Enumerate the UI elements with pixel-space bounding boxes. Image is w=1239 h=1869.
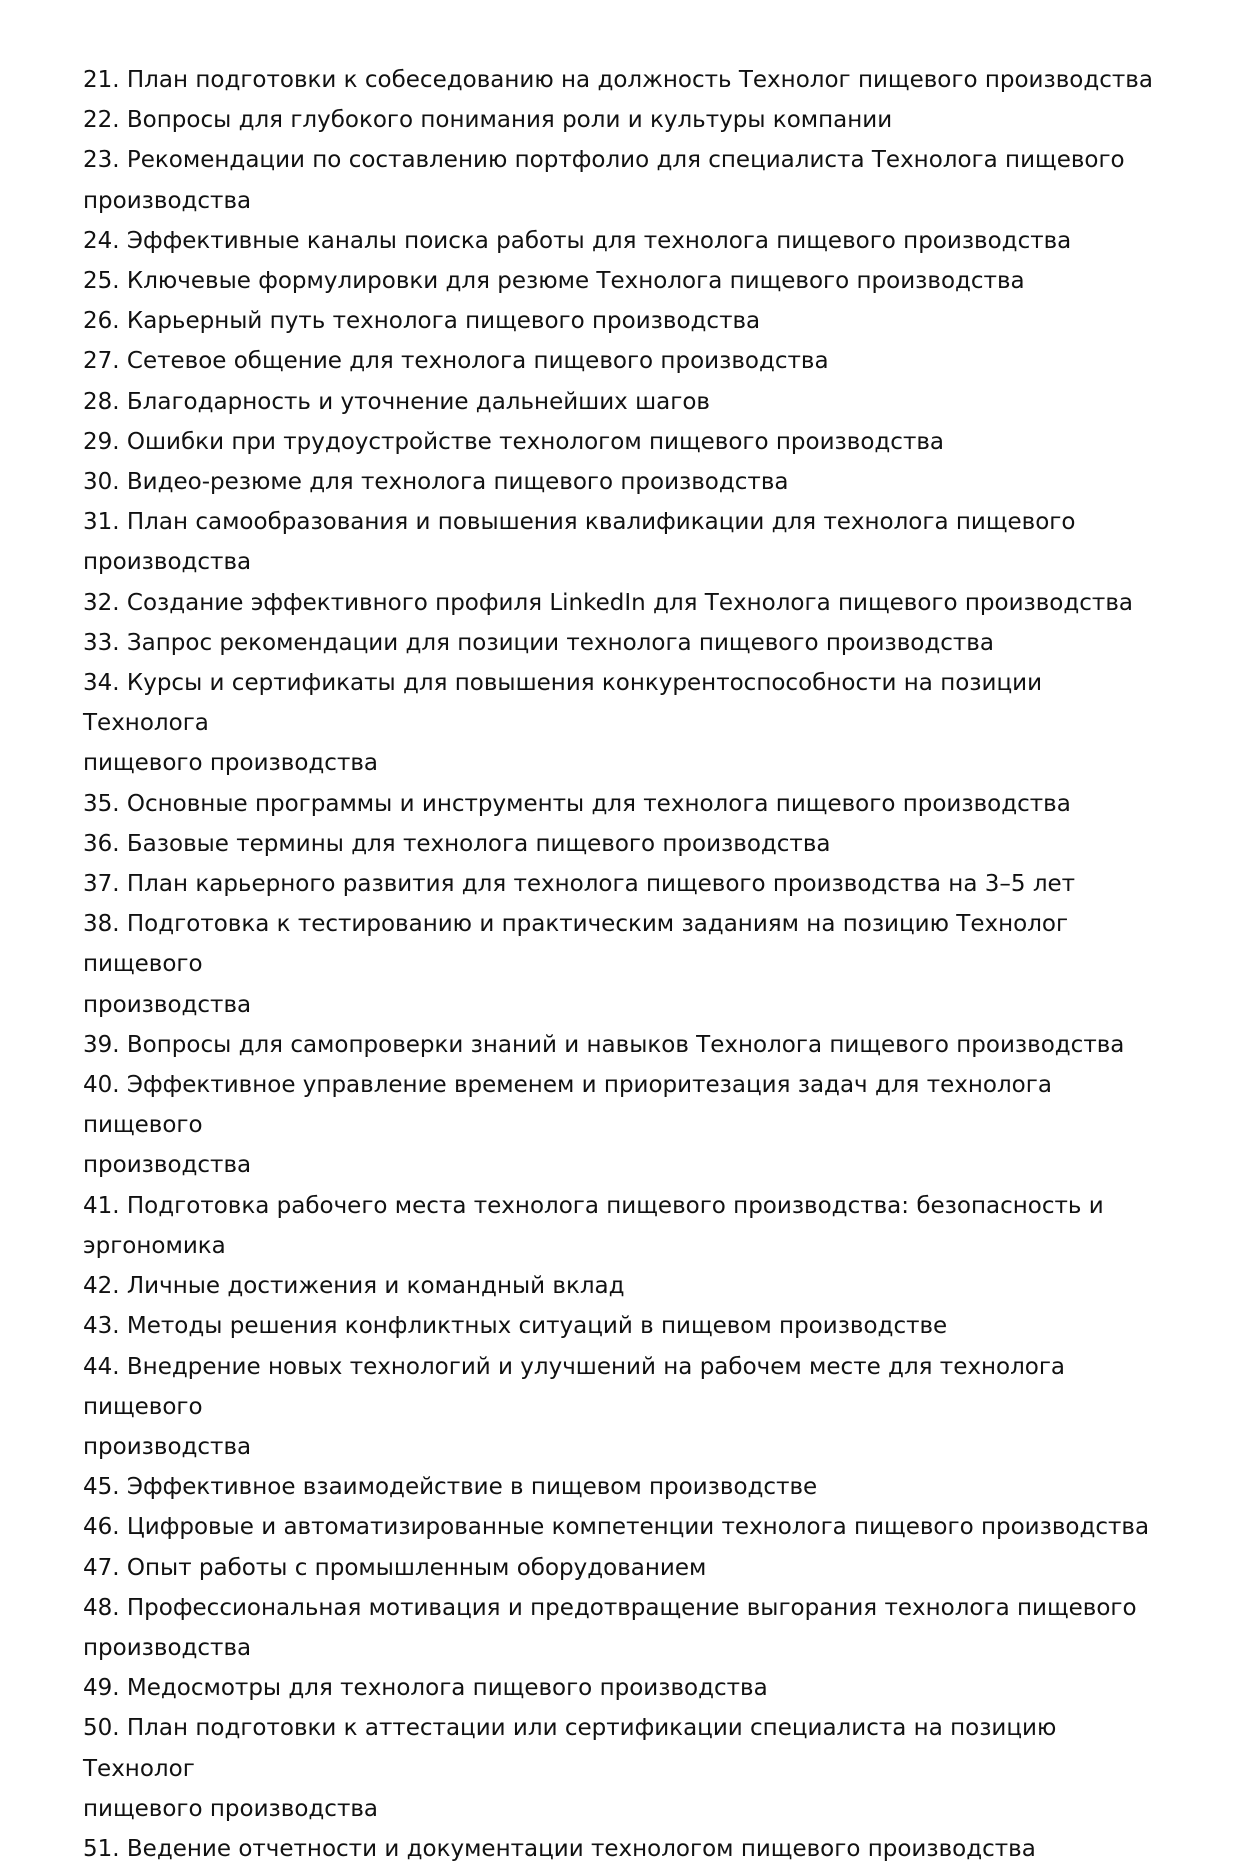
- toc-item-title: Базовые термины для технолога пищевого производства: [126, 830, 831, 857]
- toc-item-title: Благодарность и уточнение дальнейших шагов: [126, 388, 710, 415]
- toc-item-title: Опыт работы с промышленным оборудованием: [126, 1554, 707, 1581]
- toc-item-number: 23.: [83, 147, 120, 174]
- toc-item-title: План самообразования и повышения квалификации для технолога пищевого: [126, 509, 1076, 536]
- toc-item-number: 44.: [83, 1353, 120, 1380]
- toc-item: [83, 422, 1163, 462]
- toc-item-title: Личные достижения и командный вклад: [126, 1273, 625, 1300]
- toc-item: [83, 1668, 1163, 1708]
- toc-item: [83, 583, 1163, 623]
- toc-item: [83, 1065, 1163, 1186]
- toc-item-number: 21.: [83, 67, 120, 93]
- toc-item-number: 43.: [83, 1313, 120, 1340]
- toc-item-number: 40.: [83, 1072, 120, 1099]
- toc-item: [83, 221, 1163, 261]
- toc-item-number: 31.: [83, 509, 120, 536]
- toc-item-title: Цифровые и автоматизированные компетенции технолога пищевого производства: [126, 1514, 1150, 1541]
- toc-item: [83, 1548, 1163, 1588]
- toc-item-title: Эффективное взаимодействие в пищевом производстве: [126, 1474, 818, 1501]
- toc-item-title-continued: пищевого производства: [83, 750, 379, 777]
- toc-item: [83, 1306, 1163, 1346]
- toc-item-title: План подготовки к собеседованию на должность Технолог пищевого производства: [126, 67, 1153, 93]
- toc-item-title: План подготовки к аттестации или сертификации специалиста на позицию Технолог: [83, 1715, 1057, 1782]
- toc-item-title-continued: производства: [83, 549, 252, 576]
- toc-item: [83, 100, 1163, 140]
- toc-item-title: Эффективные каналы поиска работы для технолога пищевого производства: [126, 227, 1072, 254]
- toc-item-title: Рекомендации по составлению портфолио для специалиста Технолога пищевого: [126, 147, 1125, 174]
- toc-item-number: 51.: [83, 1835, 120, 1862]
- toc-item-title: Медосмотры для технолога пищевого производства: [126, 1675, 768, 1702]
- toc-item: [83, 301, 1163, 341]
- toc-item-number: 35.: [83, 790, 120, 817]
- toc-item-number: 47.: [83, 1554, 120, 1581]
- toc-item-title: Вопросы для глубокого понимания роли и культуры компании: [126, 107, 893, 134]
- toc-item: [83, 462, 1163, 502]
- toc-item-number: 49.: [83, 1675, 120, 1702]
- toc-item-number: 48.: [83, 1594, 120, 1621]
- toc-item: [83, 1347, 1163, 1468]
- toc-item-number: 26.: [83, 308, 120, 335]
- toc-item-title: Создание эффективного профиля LinkedIn для Технолога пищевого производства: [126, 589, 1133, 616]
- toc-item: [83, 1467, 1163, 1507]
- toc-item-title: Эффективное управление временем и приоритезация задач для технолога пищевого: [83, 1072, 1052, 1139]
- toc-item-title-continued: пищевого производства: [83, 1795, 379, 1822]
- toc-item: [83, 140, 1163, 220]
- toc-item: [83, 341, 1163, 381]
- toc-item: [83, 663, 1163, 784]
- toc-list: [83, 60, 1163, 1869]
- toc-item: [83, 623, 1163, 663]
- toc-item: [83, 261, 1163, 301]
- toc-item: [83, 904, 1163, 1025]
- toc-item-title-continued: производства: [83, 1433, 252, 1460]
- toc-item-number: 25.: [83, 268, 120, 295]
- toc-item-title: Вопросы для самопроверки знаний и навыков Технолога пищевого производства: [126, 1031, 1125, 1058]
- toc-item-title: Карьерный путь технолога пищевого производства: [126, 308, 761, 335]
- toc-item: [83, 1588, 1163, 1668]
- toc-item-number: 27.: [83, 348, 120, 375]
- toc-item-number: 24.: [83, 227, 120, 254]
- toc-item-number: 50.: [83, 1715, 120, 1742]
- toc-item-number: 32.: [83, 589, 120, 616]
- toc-item-number: 29.: [83, 428, 120, 455]
- toc-item: [83, 864, 1163, 904]
- toc-item-number: 42.: [83, 1273, 120, 1300]
- toc-item: [83, 1186, 1163, 1266]
- toc-item-title: Основные программы и инструменты для технолога пищевого производства: [126, 790, 1071, 817]
- toc-item-number: 36.: [83, 830, 120, 857]
- toc-item-title: Сетевое общение для технолога пищевого производства: [126, 348, 829, 375]
- toc-item: [83, 1507, 1163, 1547]
- toc-item-title: Запрос рекомендации для позиции технолога пищевого производства: [126, 629, 994, 656]
- toc-item-number: 39.: [83, 1031, 120, 1058]
- toc-item-number: 38.: [83, 911, 120, 938]
- toc-item-number: 37.: [83, 871, 120, 898]
- toc-item-title-continued: производства: [83, 991, 252, 1018]
- toc-item-number: 34.: [83, 670, 120, 697]
- toc-item-number: 45.: [83, 1474, 120, 1501]
- toc-item: [83, 1708, 1163, 1829]
- toc-item-title: Подготовка к тестированию и практическим заданиям на позицию Технолог пищевого: [83, 911, 1069, 978]
- document-page: [83, 60, 1163, 1869]
- toc-item-number: 30.: [83, 469, 120, 496]
- toc-item: [83, 502, 1163, 582]
- toc-item-title: Внедрение новых технологий и улучшений на рабочем месте для технолога пищевого: [83, 1353, 1066, 1420]
- toc-item-title: Подготовка рабочего места технолога пищевого производства: безопасность и: [126, 1192, 1104, 1219]
- toc-item: [83, 1025, 1163, 1065]
- toc-item-title: Ключевые формулировки для резюме Технолога пищевого производства: [126, 268, 1025, 295]
- toc-item: [83, 1829, 1163, 1869]
- toc-item-number: 41.: [83, 1192, 120, 1219]
- toc-item-title: Профессиональная мотивация и предотвращение выгорания технолога пищевого: [126, 1594, 1137, 1621]
- toc-item-number: 33.: [83, 629, 120, 656]
- toc-item: [83, 784, 1163, 824]
- toc-item: [83, 60, 1163, 100]
- toc-item-title: Ведение отчетности и документации технологом пищевого производства: [126, 1835, 1036, 1862]
- toc-item-number: 46.: [83, 1514, 120, 1541]
- toc-item-title: Курсы и сертификаты для повышения конкурентоспособности на позиции Технолога: [83, 670, 1043, 737]
- toc-item-number: 22.: [83, 107, 120, 134]
- toc-item-title: План карьерного развития для технолога пищевого производства на 3–5 лет: [126, 871, 1076, 898]
- toc-item: [83, 382, 1163, 422]
- toc-item: [83, 1266, 1163, 1306]
- toc-item-number: 28.: [83, 388, 120, 415]
- toc-item-title-continued: производства: [83, 187, 252, 214]
- toc-item-title-continued: производства: [83, 1634, 252, 1661]
- toc-item-title-continued: производства: [83, 1152, 252, 1179]
- toc-item-title: Методы решения конфликтных ситуаций в пищевом производстве: [126, 1313, 948, 1340]
- toc-item-title: Видео-резюме для технолога пищевого производства: [126, 469, 789, 496]
- toc-item-title-continued: эргономика: [83, 1232, 226, 1259]
- toc-item: [83, 824, 1163, 864]
- toc-item-title: Ошибки при трудоустройстве технологом пищевого производства: [126, 428, 944, 455]
